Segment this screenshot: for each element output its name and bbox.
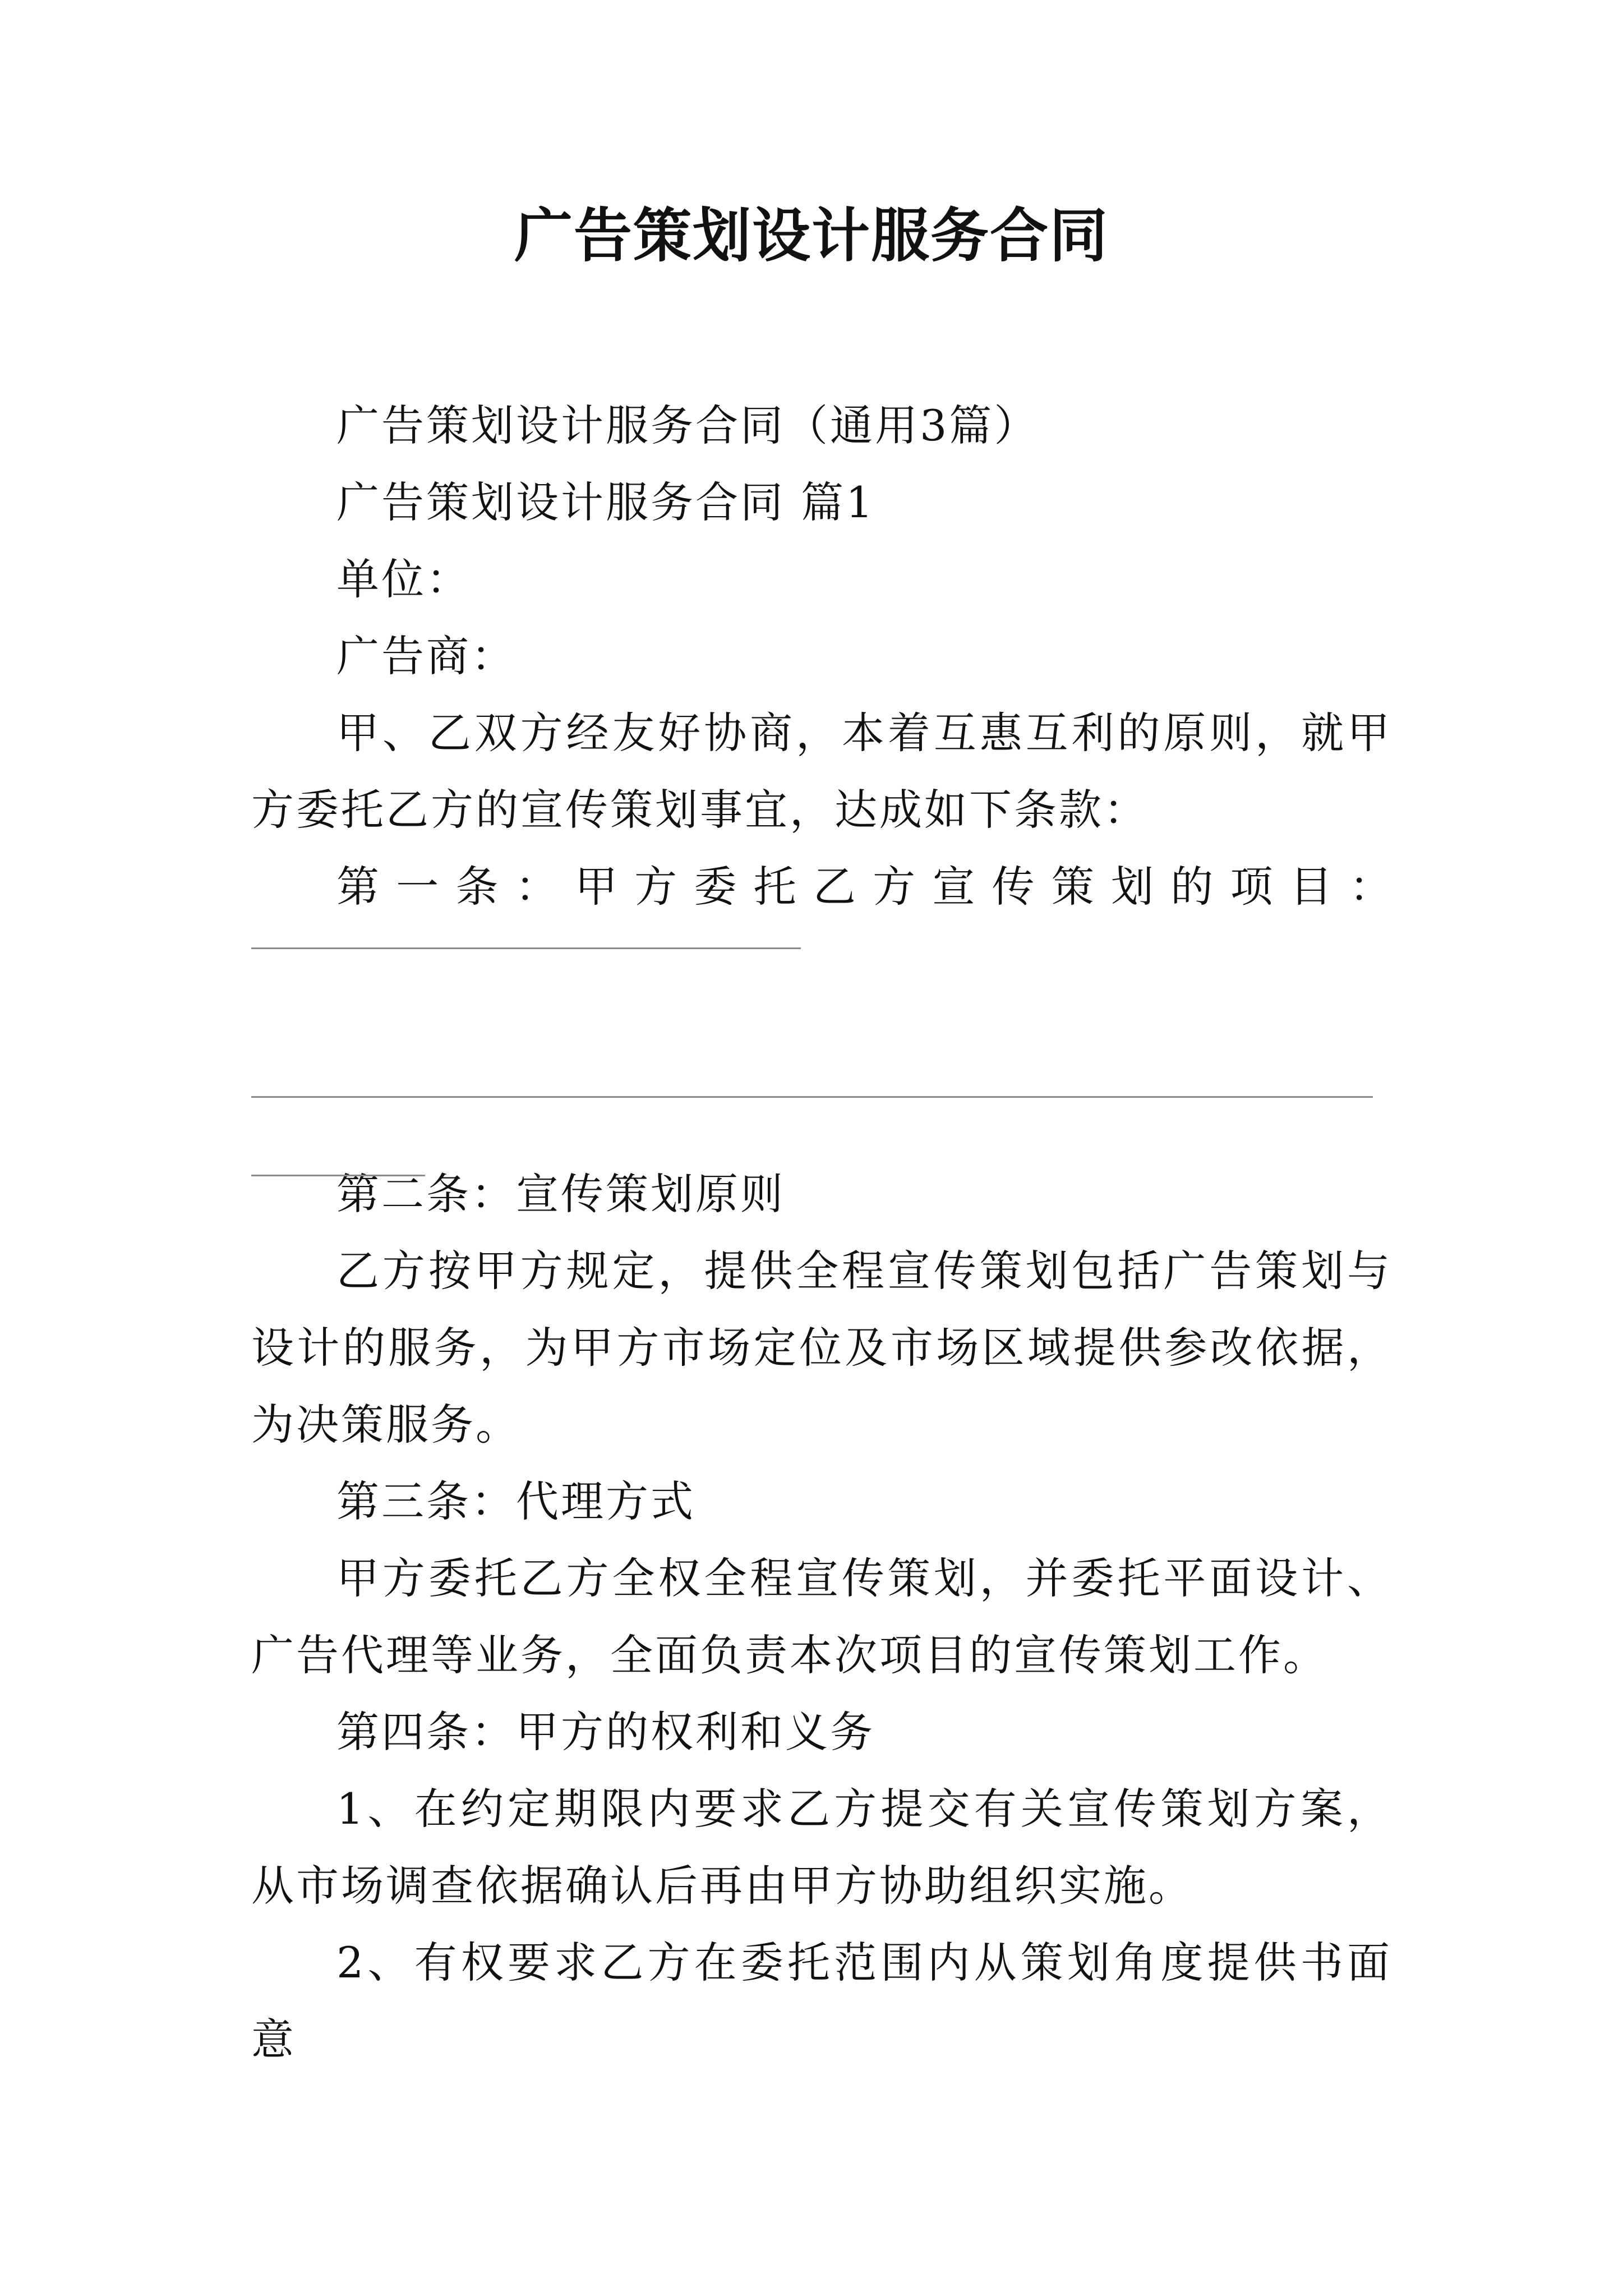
blank-underline xyxy=(251,1096,1373,1098)
document-title: 广告策划设计服务合同 xyxy=(514,201,1109,270)
article1-char: 方 xyxy=(634,862,677,912)
article1-char: ： xyxy=(515,862,558,912)
article1-char: 条 xyxy=(455,862,499,912)
article1-char: 划 xyxy=(1111,862,1154,912)
blank-underline xyxy=(251,947,801,949)
article1-char: 乙 xyxy=(813,862,856,912)
part-heading: 广告策划设计服务合同 篇1 xyxy=(336,477,875,527)
article4-item-2: 2、有权要求乙方在委托范围内从策划角度提供书面意 xyxy=(251,1938,1392,2064)
article1-char: 策 xyxy=(1051,862,1094,912)
article1-char: 一 xyxy=(396,862,439,912)
article1-char: 项 xyxy=(1230,862,1273,912)
article1-char: 第 xyxy=(336,862,379,912)
article1-line xyxy=(251,848,1392,925)
article3-heading: 第三条：代理方式 xyxy=(336,1476,695,1526)
article1-char: 甲 xyxy=(574,862,617,912)
document-body xyxy=(251,387,1392,2078)
intro-paragraph: 甲、乙双方经友好协商，本着互惠互利的原则，就甲方委托乙方的宣传策划事宜，达成如下条款： xyxy=(251,708,1392,835)
article4-heading: 第四条：甲方的权利和义务 xyxy=(336,1707,875,1757)
article1-char: 托 xyxy=(753,862,796,912)
article4-item-1: 1、在约定期限内要求乙方提交有关宣传策划方案，从市场调查依据确认后再由甲方协助组织实施。 xyxy=(251,1784,1392,1911)
article3-paragraph: 甲方委托乙方全权全程宣传策划，并委托平面设计、广告代理等业务，全面负责本次项目的宣传策划工作。 xyxy=(251,1553,1392,1680)
subtitle: 广告策划设计服务合同（通用3篇） xyxy=(336,401,1039,450)
article1-char: 的 xyxy=(1170,862,1214,912)
blank-underline xyxy=(251,1175,425,1176)
unit-label: 单位： xyxy=(336,554,471,604)
article1-char: ： xyxy=(1349,862,1392,912)
article1-char: 宣 xyxy=(932,862,975,912)
article2-heading: 第二条：宣传策划原则 xyxy=(336,1169,785,1219)
article1-blank-lines xyxy=(251,925,1392,1156)
advertiser-label: 广告商： xyxy=(336,631,516,681)
article1-char: 方 xyxy=(873,862,916,912)
article1-char: 传 xyxy=(992,862,1035,912)
article1-char: 委 xyxy=(694,862,737,912)
article1-char: 目 xyxy=(1289,862,1332,912)
article2-paragraph: 乙方按甲方规定，提供全程宣传策划包括广告策划与设计的服务，为甲方市场定位及市场区域提供参改依据，为决策服务。 xyxy=(251,1246,1392,1450)
